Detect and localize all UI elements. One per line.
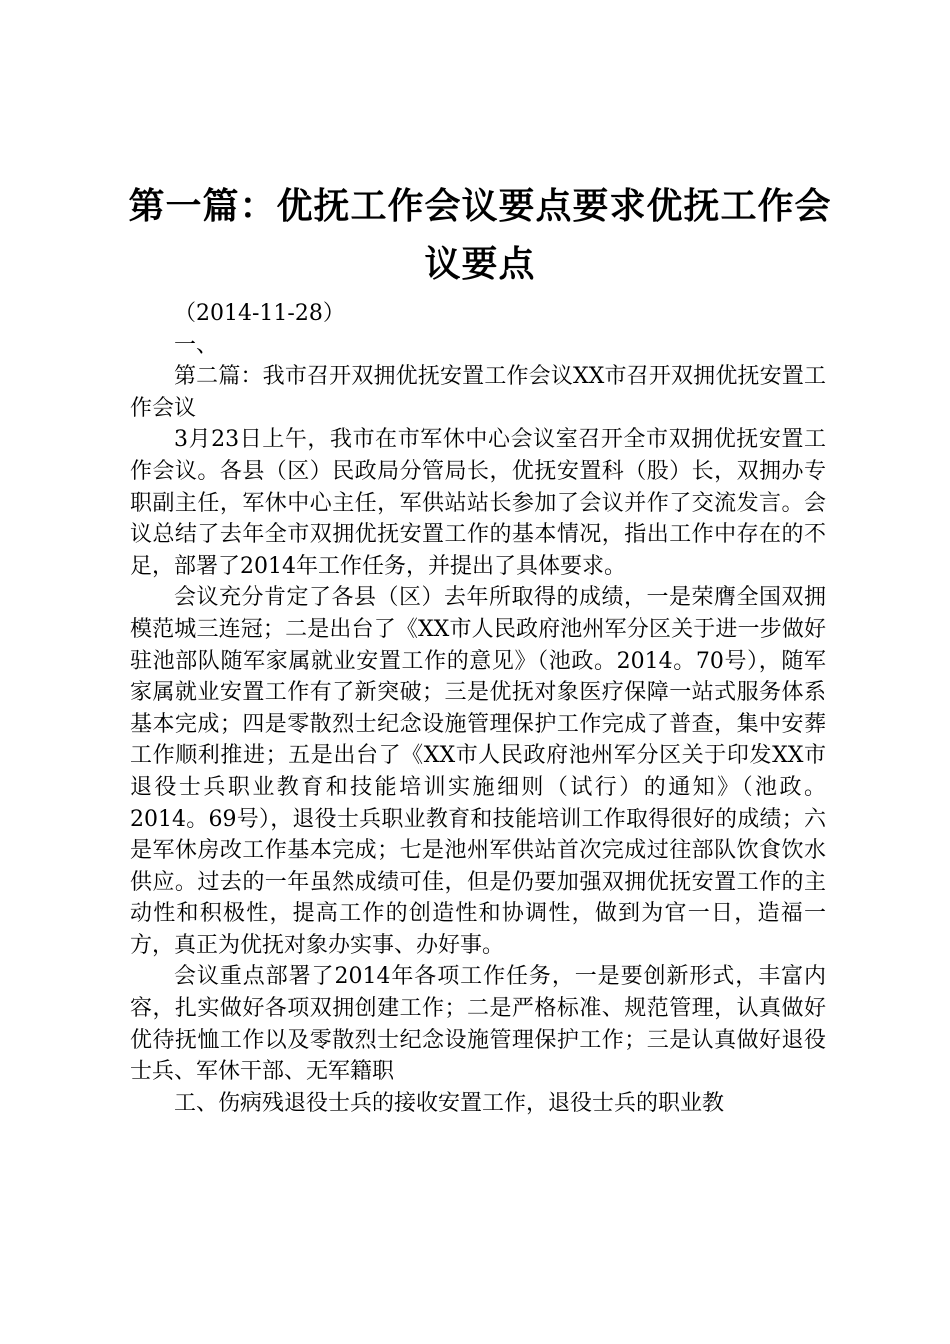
paragraph-4: 会议重点部署了2014年各项工作任务，一是要创新形式，丰富内容，扎实做好各项双拥创建工作；二是严格标准、规范管理，认真做好优待抚恤工作以及零散烈士纪念设施管理保护工作；三是认真做好退役士兵、军休干部、无军籍职 — [130, 964, 826, 1085]
document-title: 第一篇：优抚工作会议要点要求优抚工作会议要点 — [128, 186, 832, 285]
paragraph-2: 3月23日上午，我市在市军休中心会议室召开全市双拥优抚安置工作会议。各县（区）民政局分管局长，优抚安置科（股）长，双拥办专职副主任，军休中心主任，军供站站长参加了会议并作了交流发言。会议总结了去年全市双拥优抚安置工作的基本情况，指出工作中存在的不足，部署了2014年工作任务，并提出了具体要求。 — [130, 427, 826, 579]
paragraph-5: 工、伤病残退役士兵的接收安置工作，退役士兵的职业教 — [174, 1090, 725, 1116]
date-line: （2014-11-28） — [174, 301, 345, 326]
document-body — [130, 298, 826, 1119]
paragraph-1: 第二篇：我市召开双拥优抚安置工作会议XX市召开双拥优抚安置工作会议 — [130, 364, 826, 421]
paragraph-3: 会议充分肯定了各县（区）去年所取得的成绩，一是荣膺全国双拥模范城三连冠；二是出台了《XX市人民政府池州军分区关于进一步做好驻池部队随军家属就业安置工作的意见》（池政。2014。70号），随军家属就业安置工作有了新突破；三是优抚对象医疗保障一站式服务体系基本完成；四是零散烈士纪念设施管理保护工作完成了普查，集中安葬工作顺利推进；五是出台了《XX市人民政府池州军分区关于印发XX市退役士兵职业教育和技能培训实施细则（试行）的通知》（池政。2014。69号），退役士兵职业教育和技能培训工作取得很好的成绩；六是军休房改工作基本完成；七是池州军供站首次完成过往部队饮食饮水供应。过去的一年虽然成绩可佳，但是仍要加强双拥优抚安置工作的主动性和积极性，提高工作的创造性和协调性，做到为官一日，造福一方，真正为优抚对象办实事、办好事。 — [130, 585, 826, 958]
list-marker: 一、 — [174, 332, 219, 358]
